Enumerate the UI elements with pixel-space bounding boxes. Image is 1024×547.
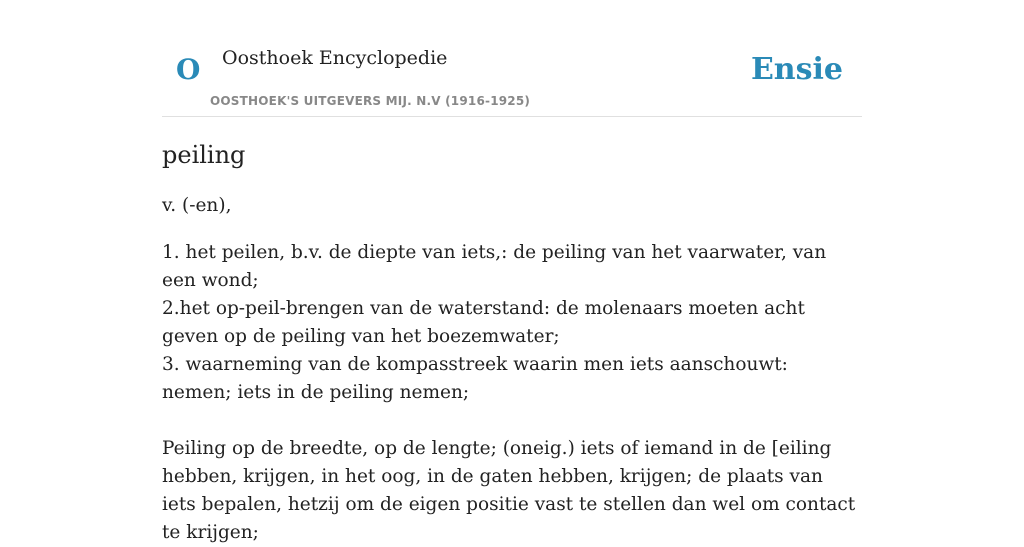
- publisher-label: OOSTHOEK'S UITGEVERS MIJ. N.V (1916-1925): [210, 94, 531, 108]
- source-header: [162, 0, 862, 117]
- headword: peiling: [162, 141, 246, 169]
- paragraph-gap: [162, 407, 862, 435]
- entry-body: [162, 192, 862, 547]
- sense-3: 3. waarneming van de kompasstreek waarin men iets aanschouwt: nemen; iets in de peiling nemen;: [162, 354, 788, 403]
- source-title[interactable]: Oosthoek Encyclopedie: [222, 47, 448, 69]
- grammar-info: v. (-en),: [162, 195, 232, 216]
- ensie-logo[interactable]: Ensie: [750, 52, 843, 87]
- entry-note: Peiling op de breedte, op de lengte; (oneig.) iets of iemand in de [eiling hebben, krijgen, in het oog, in de gaten hebben, krijgen; de plaats van iets bepalen, hetzij om de eigen positie vast te stellen dan wel om contact te krijgen;: [162, 438, 856, 543]
- sense-1: 1. het peilen, b.v. de diepte van iets,: de peiling van het vaarwater, van een wond;: [162, 242, 827, 291]
- page-container: [162, 0, 862, 543]
- sense-2: 2.het op-peil-brengen van de waterstand: de molenaars moeten acht geven op de peiling van het boezemwater;: [162, 298, 805, 347]
- source-logo: O: [176, 53, 201, 86]
